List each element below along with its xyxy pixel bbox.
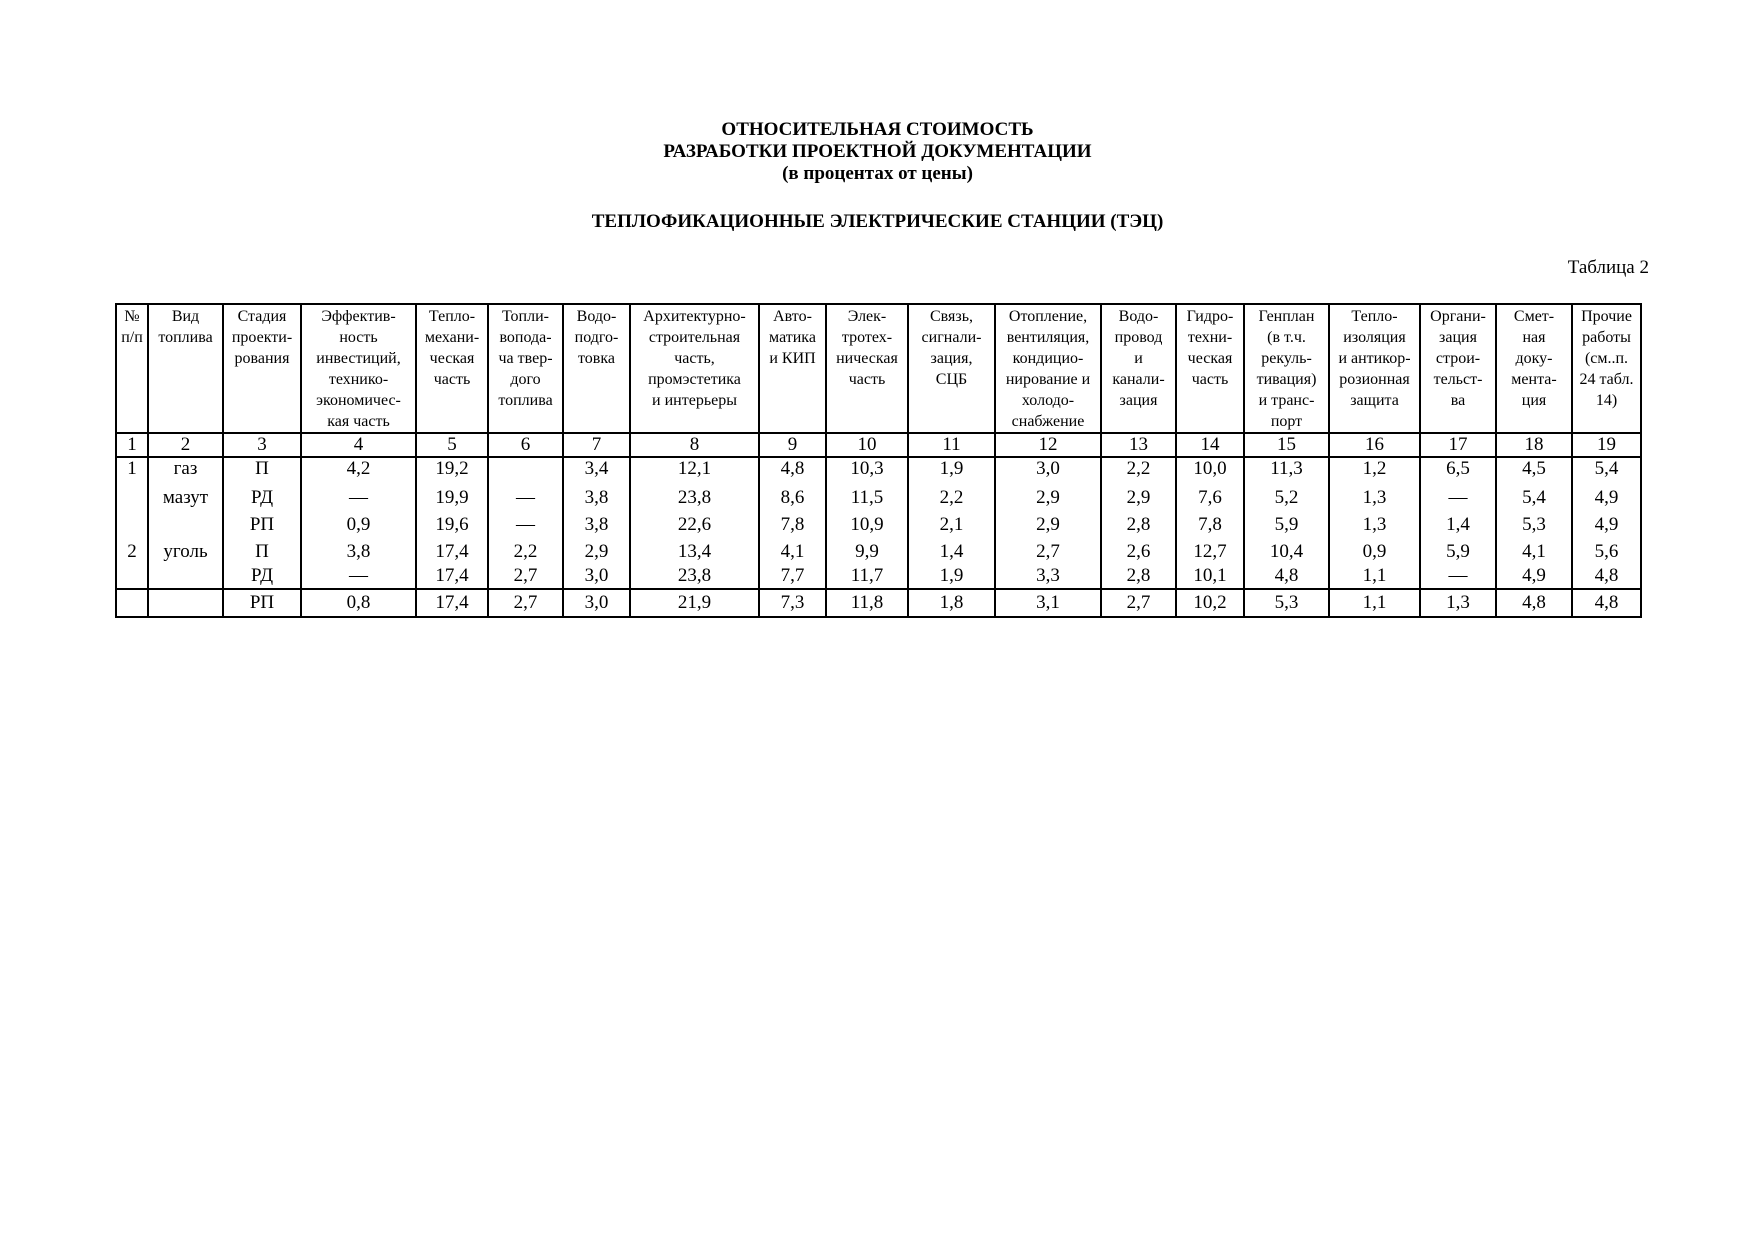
header-cell: Эффектив- ность инвестиций, технико- экономичес- кая часть	[301, 304, 416, 433]
table-cell: 11,3	[1244, 457, 1329, 484]
table-cell: 10,9	[826, 512, 908, 538]
table-cell: 0,9	[301, 512, 416, 538]
table-cell: 0,8	[301, 589, 416, 617]
header-cell: Связь, сигнали- зация, СЦБ	[908, 304, 995, 433]
header-cell: Тепло- механи- ческая часть	[416, 304, 488, 433]
table-cell: газ	[148, 457, 223, 484]
table-cell: 1,4	[1420, 512, 1496, 538]
table-cell: РП	[223, 512, 301, 538]
header-cell: Топли- вопода- ча твер- дого топлива	[488, 304, 563, 433]
table-cell: 3,8	[563, 512, 630, 538]
table-cell: 1,9	[908, 566, 995, 589]
table-cell: П	[223, 538, 301, 566]
table-cell: 0,9	[1329, 538, 1420, 566]
column-number: 18	[1496, 433, 1572, 457]
title-line-1: ОТНОСИТЕЛЬНАЯ СТОИМОСТЬ	[721, 119, 1034, 140]
table-cell	[148, 589, 223, 617]
table-cell: —	[301, 484, 416, 512]
table-cell: 2,7	[1101, 589, 1176, 617]
table-cell: 4,1	[1496, 538, 1572, 566]
table-cell: мазут	[148, 484, 223, 512]
header-cell: Генплан (в т.ч. рекуль- тивация) и транс- порт	[1244, 304, 1329, 433]
table-cell: 5,4	[1496, 484, 1572, 512]
table-header-row	[116, 304, 1641, 433]
table-cell: 10,3	[826, 457, 908, 484]
table-cell: 19,6	[416, 512, 488, 538]
table-cell: 10,1	[1176, 566, 1244, 589]
table-cell	[148, 512, 223, 538]
table-cell: 9,9	[826, 538, 908, 566]
header-cell: Тепло- изоляция и антикор- розионная защита	[1329, 304, 1420, 433]
table-cell: 1,2	[1329, 457, 1420, 484]
header-cell: № п/п	[116, 304, 148, 433]
table-cell: П	[223, 457, 301, 484]
table-cell: 4,2	[301, 457, 416, 484]
table-cell: 4,8	[1244, 566, 1329, 589]
table-cell: 4,8	[759, 457, 826, 484]
table-cell: 7,8	[759, 512, 826, 538]
header-cell: Авто- матика и КИП	[759, 304, 826, 433]
table-cell: 3,0	[563, 566, 630, 589]
table-row	[116, 589, 1641, 617]
table-cell: 4,9	[1496, 566, 1572, 589]
table-cell	[488, 457, 563, 484]
table-cell: 3,8	[301, 538, 416, 566]
table-cell: 2,6	[1101, 538, 1176, 566]
header-cell: Вид топлива	[148, 304, 223, 433]
table-cell: 2,9	[995, 512, 1101, 538]
table-cell: 1,8	[908, 589, 995, 617]
table-cell: 1,1	[1329, 589, 1420, 617]
table-cell	[116, 589, 148, 617]
table-cell: —	[488, 512, 563, 538]
header-cell: Архитектурно- строительная часть, промэстетика и интерьеры	[630, 304, 759, 433]
table-cell: 3,8	[563, 484, 630, 512]
table-cell: 1,3	[1329, 484, 1420, 512]
table-cell: 10,0	[1176, 457, 1244, 484]
table-cell: 2,7	[995, 538, 1101, 566]
table-cell: 5,3	[1244, 589, 1329, 617]
table-cell: 23,8	[630, 566, 759, 589]
header-cell: Стадия проекти- рования	[223, 304, 301, 433]
table-cell: 7,6	[1176, 484, 1244, 512]
table-cell: 11,7	[826, 566, 908, 589]
table-row	[116, 484, 1641, 512]
table-cell: 17,4	[416, 589, 488, 617]
table-cell: 12,1	[630, 457, 759, 484]
table-cell: 8,6	[759, 484, 826, 512]
table-cell: 2,9	[1101, 484, 1176, 512]
table-cell: 5,4	[1572, 457, 1641, 484]
table-cell: 4,5	[1496, 457, 1572, 484]
table-cell: 3,0	[563, 589, 630, 617]
table-cell: 2,2	[1101, 457, 1176, 484]
document-title	[0, 119, 1755, 185]
table-cell: 5,9	[1244, 512, 1329, 538]
column-number: 2	[148, 433, 223, 457]
table-cell: 2,8	[1101, 512, 1176, 538]
column-number-row	[116, 433, 1641, 457]
table-cell: РД	[223, 566, 301, 589]
table-cell: 2,7	[488, 566, 563, 589]
table-cell: уголь	[148, 538, 223, 566]
table-cell: 2,8	[1101, 566, 1176, 589]
header-cell: Гидро- техни- ческая часть	[1176, 304, 1244, 433]
table-cell: 1,3	[1420, 589, 1496, 617]
table-cell: 4,9	[1572, 512, 1641, 538]
table-label: Таблица 2	[1567, 257, 1649, 278]
table-cell: 17,4	[416, 538, 488, 566]
table-cell	[148, 566, 223, 589]
header-cell: Водо- провод и канали- зация	[1101, 304, 1176, 433]
cost-table	[115, 303, 1642, 618]
column-number: 6	[488, 433, 563, 457]
table-cell: 6,5	[1420, 457, 1496, 484]
table-row	[116, 566, 1641, 589]
table-cell: 3,3	[995, 566, 1101, 589]
header-cell: Отопление, вентиляция, кондицио- нирование и холодо- снабжение	[995, 304, 1101, 433]
table-cell: 3,4	[563, 457, 630, 484]
table-row	[116, 512, 1641, 538]
table-cell: 3,1	[995, 589, 1101, 617]
column-number: 19	[1572, 433, 1641, 457]
table-row	[116, 538, 1641, 566]
table-cell: 5,9	[1420, 538, 1496, 566]
column-number: 16	[1329, 433, 1420, 457]
table-cell: 1,9	[908, 457, 995, 484]
table-cell: 2,9	[995, 484, 1101, 512]
table-cell: РП	[223, 589, 301, 617]
table-cell: 4,1	[759, 538, 826, 566]
header-cell: Смет- ная доку- мента- ция	[1496, 304, 1572, 433]
table-cell: 7,3	[759, 589, 826, 617]
table-cell: 2,2	[488, 538, 563, 566]
table-cell: 5,2	[1244, 484, 1329, 512]
header-cell: Водо- подго- товка	[563, 304, 630, 433]
column-number: 3	[223, 433, 301, 457]
table-cell: 2	[116, 538, 148, 566]
table-cell	[116, 512, 148, 538]
table-cell: 5,3	[1496, 512, 1572, 538]
table-cell: —	[1420, 484, 1496, 512]
table-cell: 19,9	[416, 484, 488, 512]
column-number: 11	[908, 433, 995, 457]
column-number: 5	[416, 433, 488, 457]
table-cell: 10,2	[1176, 589, 1244, 617]
table-cell: 1,1	[1329, 566, 1420, 589]
table-cell: 12,7	[1176, 538, 1244, 566]
table-cell: 10,4	[1244, 538, 1329, 566]
table-cell: 19,2	[416, 457, 488, 484]
header-cell: Прочие работы (см..п. 24 табл. 14)	[1572, 304, 1641, 433]
table-cell: 22,6	[630, 512, 759, 538]
table-cell: 2,1	[908, 512, 995, 538]
title-line-3: (в процентах от цены)	[782, 163, 973, 184]
table-cell: 7,8	[1176, 512, 1244, 538]
table-cell: РД	[223, 484, 301, 512]
column-number: 7	[563, 433, 630, 457]
column-number: 14	[1176, 433, 1244, 457]
table-cell: 1,3	[1329, 512, 1420, 538]
table-cell: 2,2	[908, 484, 995, 512]
header-cell: Элек- тротех- ническая часть	[826, 304, 908, 433]
table-cell: 3,0	[995, 457, 1101, 484]
column-number: 8	[630, 433, 759, 457]
table-cell: 7,7	[759, 566, 826, 589]
table-row	[116, 457, 1641, 484]
table-cell: —	[1420, 566, 1496, 589]
table-cell: 1	[116, 457, 148, 484]
table-cell: 21,9	[630, 589, 759, 617]
title-line-2: РАЗРАБОТКИ ПРОЕКТНОЙ ДОКУМЕНТАЦИИ	[663, 141, 1092, 162]
column-number: 4	[301, 433, 416, 457]
column-number: 13	[1101, 433, 1176, 457]
table-cell: 4,8	[1572, 566, 1641, 589]
header-cell: Органи- зация строи- тельст- ва	[1420, 304, 1496, 433]
table-cell: 17,4	[416, 566, 488, 589]
document-subtitle: ТЕПЛОФИКАЦИОННЫЕ ЭЛЕКТРИЧЕСКИЕ СТАНЦИИ (ТЭЦ)	[591, 211, 1164, 232]
table-cell: —	[488, 484, 563, 512]
column-number: 9	[759, 433, 826, 457]
column-number: 1	[116, 433, 148, 457]
column-number: 12	[995, 433, 1101, 457]
column-number: 10	[826, 433, 908, 457]
column-number: 15	[1244, 433, 1329, 457]
table-cell: 4,8	[1496, 589, 1572, 617]
table-cell: 2,7	[488, 589, 563, 617]
table-cell: 5,6	[1572, 538, 1641, 566]
table-cell: 23,8	[630, 484, 759, 512]
table-cell: 11,5	[826, 484, 908, 512]
table-cell: 13,4	[630, 538, 759, 566]
column-number: 17	[1420, 433, 1496, 457]
table-cell	[116, 566, 148, 589]
table-cell: 2,9	[563, 538, 630, 566]
table-cell: 4,8	[1572, 589, 1641, 617]
table-cell: —	[301, 566, 416, 589]
table-cell: 11,8	[826, 589, 908, 617]
table-cell: 1,4	[908, 538, 995, 566]
table-cell: 4,9	[1572, 484, 1641, 512]
table-cell	[116, 484, 148, 512]
